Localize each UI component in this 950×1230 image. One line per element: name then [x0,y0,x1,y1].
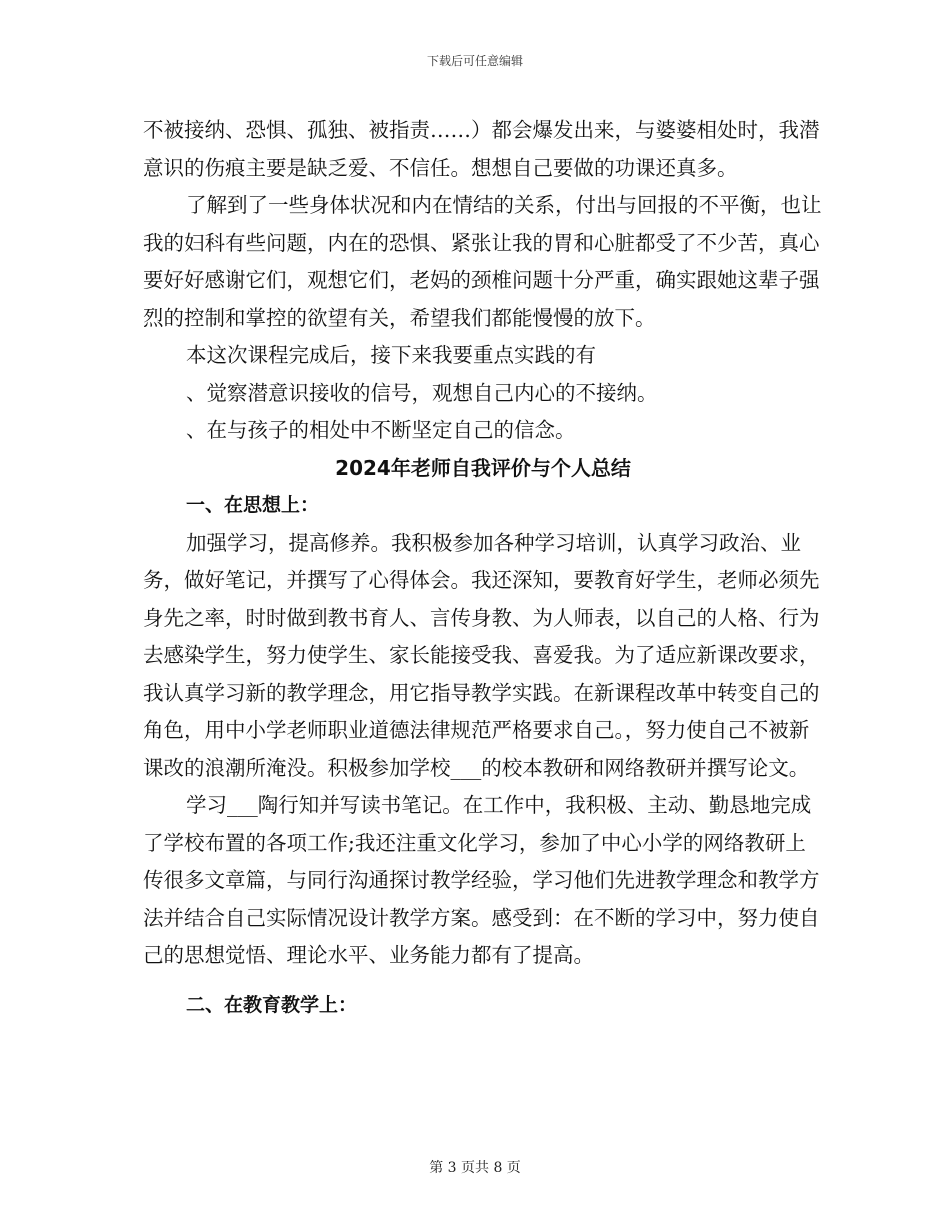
paragraph: 本这次课程完成后，接下来我要重点实践的有 [186,343,596,367]
page-footer: 第 3 页共 8 页 [429,1160,521,1176]
document-title: 2024年老师自我评价与个人总结 [335,455,631,480]
spacer [143,975,823,987]
list-item: 、觉察潜意识接收的信号，观想自己内心的不接纳。 [186,380,658,405]
paragraph: 了解到了一些身体状况和内在情结的关系，付出与回报的不平衡，也让我的妇科有些问题，内在的恐惧、紧张让我的胃和心脏都受了不少苦，真心要好好感谢它们，观想它们，老妈的颈椎问题十分严重，确实跟她这辈子强烈的控制和掌控的欲望有关，希望我们都能慢慢的放下。 [143,193,822,330]
list-item: 、在与孩子的相处中不断坚定自己的信念。 [186,418,576,442]
paragraph: 不被接纳、恐惧、孤独、被指责……）都会爆发出来，与婆婆相处时，我潜意识的伤痕主要是缺乏爱、不信任。想想自己要做的功课还真多。 [143,118,820,180]
section-heading: 二、在教育教学上： [186,993,358,1016]
section-heading: 一、在思想上： [186,494,320,516]
paragraph: 学习___陶行知并写读书笔记。在工作中，我积极、主动、勤恳地完成了学校布置的各项工作;我还注重文化学习，参加了中心小学的网络教研上传很多文章篇，与同行沟通探讨教学经验，学习他们先进教学理念和教学方法并结合自己实际情况设计教学方案。感受到：在不断的学习中，努力使自己的思想觉悟、理论水平、业务能力都有了提高。 [143,793,820,967]
document-body [143,112,823,1024]
page-header: 下载后可任意编辑 [426,54,523,68]
paragraph: 加强学习，提高修养。我积极参加各种学习培训，认真学习政治、业务，做好笔记，并撰写了心得体会。我还深知，要教育好学生，老师必须先身先之率，时时做到教书育人、言传身教、为人师表，以自己的人格、行为去感染学生，努力使学生、家长能接受我、喜爱我。为了适应新课改要求，我认真学习新的教学理念，用它指导教学实践。在新课程改革中转变自己的角色，用中小学老师职业道德法律规范严格要求自己。，努力使自己不被新课改的浪潮所淹没。积极参加学校___的校本教研和网络教研并撰写论文。 [143,530,820,780]
